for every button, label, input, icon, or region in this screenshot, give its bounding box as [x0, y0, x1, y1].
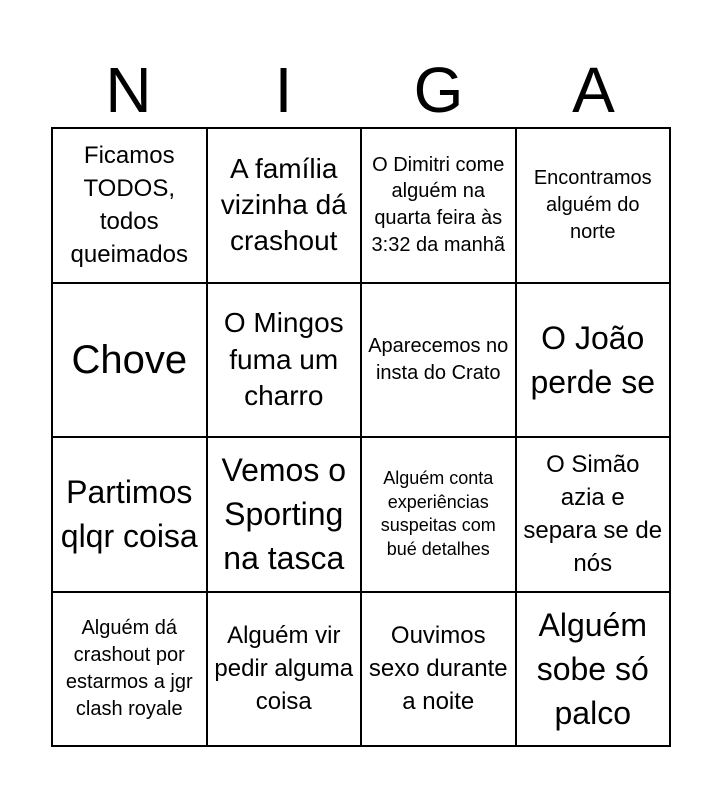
cell-text: Partimos qlqr coisa	[60, 474, 198, 555]
bingo-title	[51, 52, 671, 128]
title-letter-a: A	[572, 54, 615, 126]
title-letter-n: N	[105, 54, 152, 126]
cell-text: O Simão azia e separa se de nós	[523, 451, 663, 578]
bingo-cell[interactable]	[516, 437, 671, 592]
bingo-cell[interactable]	[52, 592, 207, 747]
cell-text: O Dimitri come alguém na quarta feira às 3:32 da manhã	[371, 153, 505, 257]
cell-text: Alguém sobe só palco	[536, 606, 649, 731]
cell-text: Chove	[71, 337, 188, 382]
bingo-cell[interactable]	[52, 283, 207, 438]
bingo-cell[interactable]	[207, 437, 362, 592]
bingo-cell[interactable]	[52, 437, 207, 592]
title-letter-i: I	[274, 54, 293, 126]
bingo-cell[interactable]	[52, 128, 207, 283]
bingo-cell[interactable]	[361, 128, 516, 283]
cell-text: Ficamos TODOS, todos queimados	[70, 142, 188, 269]
bingo-grid	[51, 127, 671, 747]
cell-text: A família vizinha dá crashout	[220, 152, 347, 257]
cell-text: Encontramos alguém do norte	[533, 167, 652, 243]
cell-text: Aparecemos no insta do Crato	[368, 334, 509, 384]
bingo-cell[interactable]	[516, 283, 671, 438]
bingo-cell[interactable]	[516, 128, 671, 283]
bingo-cell[interactable]	[361, 437, 516, 592]
bingo-cell[interactable]	[207, 283, 362, 438]
bingo-cell[interactable]	[207, 592, 362, 747]
cell-text: O João perde se	[530, 319, 656, 400]
title-letter-g: G	[413, 54, 464, 126]
cell-text: Vemos o Sporting na tasca	[221, 452, 346, 577]
cell-text: Ouvimos sexo durante a noite	[368, 622, 508, 716]
bingo-cell[interactable]	[361, 592, 516, 747]
bingo-cell[interactable]	[361, 283, 516, 438]
bingo-cell[interactable]	[207, 128, 362, 283]
cell-text: Alguém conta experiências suspeitas com bué detalhes	[380, 467, 496, 559]
cell-text: Alguém dá crashout por estarmos a jgr clash royale	[65, 617, 193, 720]
cell-text: Alguém vir pedir alguma coisa	[214, 622, 354, 716]
bingo-cell[interactable]	[516, 592, 671, 747]
cell-text: O Mingos fuma um charro	[223, 307, 344, 411]
